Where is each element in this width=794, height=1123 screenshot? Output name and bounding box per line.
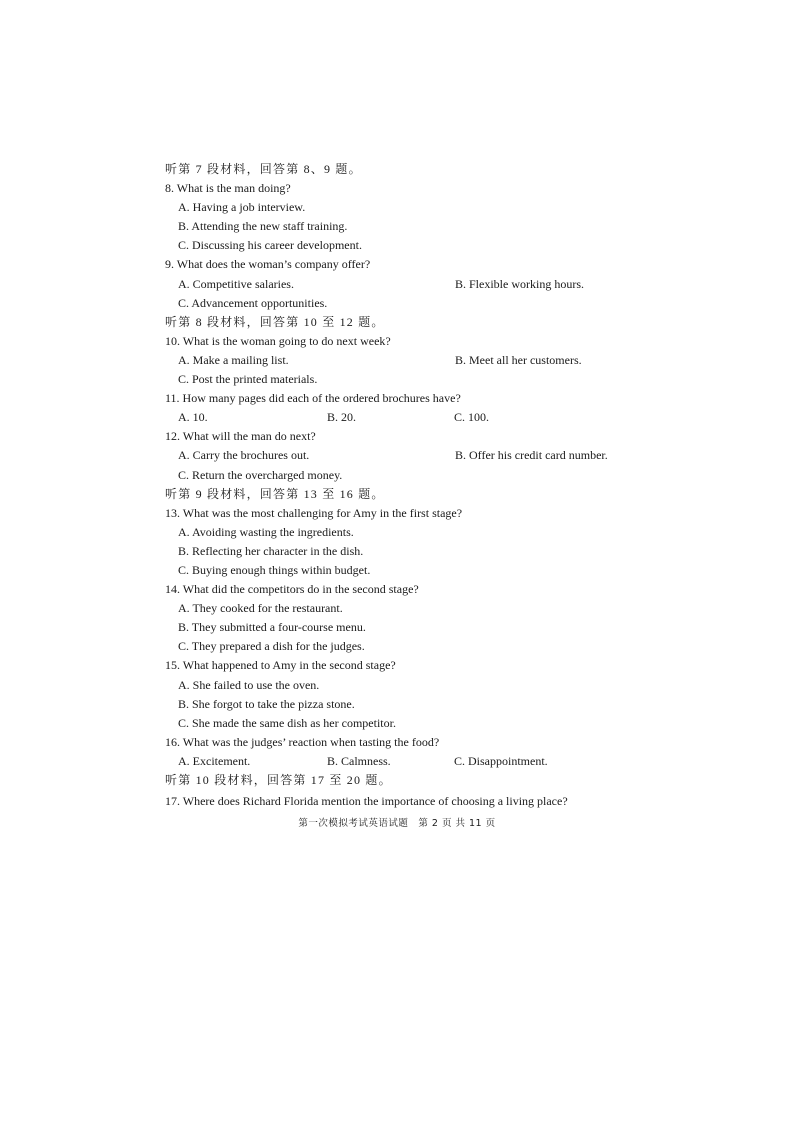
section-heading: 听第 7 段材料，回答第 8、9 题。 [165,162,362,176]
option: B. Meet all her customers. [455,352,582,367]
option-row [165,466,635,485]
option: C. She made the same dish as her competitor. [178,715,396,730]
option: B. Attending the new staff training. [178,219,348,234]
option-row [165,198,635,217]
option-row [165,714,635,733]
exam-page-content [165,160,635,811]
question-stem: 15. What happened to Amy in the second stage? [165,658,396,673]
option-row [165,294,635,313]
option: B. Flexible working hours. [455,276,584,291]
option-row [165,236,635,255]
question-stem: 9. What does the woman’s company offer? [165,257,371,272]
option: C. Return the overcharged money. [178,467,343,482]
option: A. Excitement. [178,753,251,768]
section-heading: 听第 10 段材料，回答第 17 至 20 题。 [165,773,392,787]
option-row [165,408,635,427]
option: C. Disappointment. [454,753,548,768]
option-row [165,752,635,771]
question-stem: 17. Where does Richard Florida mention the importance of choosing a living place? [165,794,568,809]
option-row [165,275,635,294]
option-row [165,370,635,389]
question-stem: 11. How many pages did each of the ordered brochures have? [165,391,461,406]
option: B. Reflecting her character in the dish. [178,543,364,558]
option-row [165,217,635,236]
option: A. Make a mailing list. [178,352,289,367]
question-stem: 12. What will the man do next? [165,429,316,444]
option: A. 10. [178,410,208,425]
option-row [165,523,635,542]
option-row [165,676,635,695]
option-row [165,561,635,580]
option-row [165,446,635,465]
question-stem: 16. What was the judges’ reaction when tasting the food? [165,734,440,749]
option: C. Post the printed materials. [178,372,318,387]
question-stem: 14. What did the competitors do in the second stage? [165,582,419,597]
section-heading: 听第 9 段材料，回答第 13 至 16 题。 [165,486,385,501]
option: B. Calmness. [327,753,391,768]
option-row [165,618,635,637]
option: A. Carry the brochures out. [178,448,310,463]
option: A. They cooked for the restaurant. [178,601,343,616]
page-footer: 第一次模拟考试英语试题 第 2 页 共 11 页 [298,818,496,829]
option: A. She failed to use the oven. [178,677,320,692]
section-heading: 听第 8 段材料，回答第 10 至 12 题。 [165,314,385,329]
option: C. 100. [454,410,490,425]
option: B. 20. [327,410,357,425]
option: C. Advancement opportunities. [178,295,328,310]
question-stem: 13. What was the most challenging for Amy in the first stage? [165,505,463,520]
option-row [165,637,635,656]
option-row [165,542,635,561]
option: B. Offer his credit card number. [455,448,608,463]
option-row [165,695,635,714]
question-stem: 10. What is the woman going to do next week? [165,333,391,348]
question-stem: 8. What is the man doing? [165,181,291,196]
option: B. They submitted a four-course menu. [178,620,366,635]
option: C. Buying enough things within budget. [178,562,371,577]
option: C. Discussing his career development. [178,238,362,253]
option-row [165,599,635,618]
option: A. Competitive salaries. [178,276,294,291]
option: A. Having a job interview. [178,200,306,215]
option: A. Avoiding wasting the ingredients. [178,524,354,539]
option-row [165,351,635,370]
option: C. They prepared a dish for the judges. [178,639,365,654]
option: B. She forgot to take the pizza stone. [178,696,355,711]
